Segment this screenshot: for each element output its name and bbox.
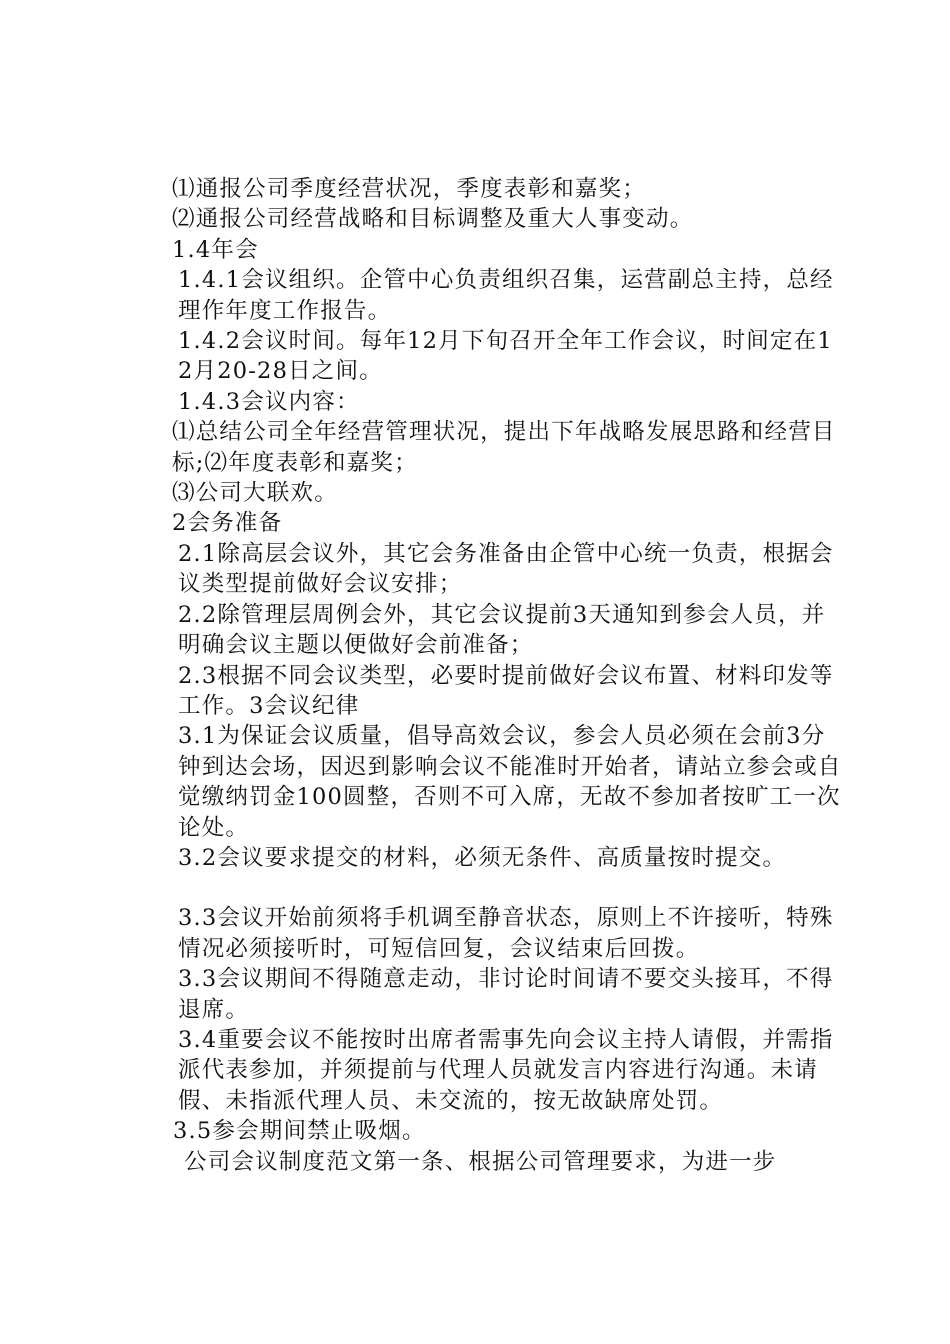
document-body bbox=[128, 174, 848, 1177]
paragraph-gap bbox=[128, 873, 848, 903]
paragraph-meeting-content: 1.4.3会议内容： bbox=[178, 388, 360, 415]
paragraph-meeting-time: 1.4.2会议时间。每年12月下旬召开全年工作会议，时间定在12月20-28日之间。 bbox=[178, 328, 833, 385]
paragraph-discipline-3-1: 3.1为保证会议质量，倡导高效会议，参会人员必须在会前3分钟到达会场，因迟到影响会议不能准时开始者，请站立参会或自觉缴纳罚金100圆整，否则不可入席，无故不参加者按旷工一次论处。 bbox=[178, 723, 842, 841]
paragraph-discipline-3-4: 3.4重要会议不能按时出席者需事先向会议主持人请假，并需指派代表参加，并须提前与代理人员就发言内容进行沟通。未请假、未指派代理人员、未交流的，按无故缺席处罚。 bbox=[178, 1026, 834, 1114]
paragraph-quarterly-report: ⑴通报公司季度经营状况，季度表彰和嘉奖； bbox=[172, 176, 647, 202]
paragraph-company-party: ⑶公司大联欢。 bbox=[172, 480, 338, 507]
heading-meeting-preparation: 2会务准备 bbox=[172, 510, 283, 537]
paragraph-annual-summary: ⑴总结公司全年经营管理状况，提出下年战略发展思路和经营目标;⑵年度表彰和嘉奖； bbox=[172, 419, 836, 476]
paragraph-discipline-3-5: 3.5参会期间禁止吸烟。 bbox=[173, 1118, 426, 1145]
paragraph-preparation-2-1: 2.1除高层会议外，其它会务准备由企管中心统一负责，根据会议类型提前做好会议安排； bbox=[178, 540, 834, 598]
paragraph-discipline-3-2: 3.2会议要求提交的材料，必须无条件、高质量按时提交。 bbox=[178, 844, 787, 871]
paragraph-preparation-2-2: 2.2除管理层周例会外，其它会议提前3天通知到参会人员，并明确会议主题以便做好会前准备； bbox=[178, 601, 826, 659]
paragraph-meeting-organization: 1.4.1会议组织。企管中心负责组织召集，运营副总主持，总经理作年度工作报告。 bbox=[178, 267, 834, 324]
paragraph-preparation-2-3: 2.3根据不同会议类型，必要时提前做好会议布置、材料印发等工作。3会议纪律 bbox=[178, 662, 834, 719]
paragraph-meeting-policy-intro: 公司会议制度范文第一条、根据公司管理要求，为进一步 bbox=[184, 1148, 777, 1175]
paragraph-strategy-adjustment: ⑵通报公司经营战略和目标调整及重大人事变动。 bbox=[172, 206, 694, 233]
paragraph-discipline-3-3-phone: 3.3会议开始前须将手机调至静音状态，原则上不许接听，特殊情况必须接听时，可短信回复，会议结束后回拨。 bbox=[178, 905, 834, 962]
paragraph-discipline-3-3-movement: 3.3会议期间不得随意走动，非讨论时间请不要交头接耳，不得退席。 bbox=[178, 966, 834, 1023]
heading-annual-meeting: 1.4年会 bbox=[172, 236, 259, 263]
